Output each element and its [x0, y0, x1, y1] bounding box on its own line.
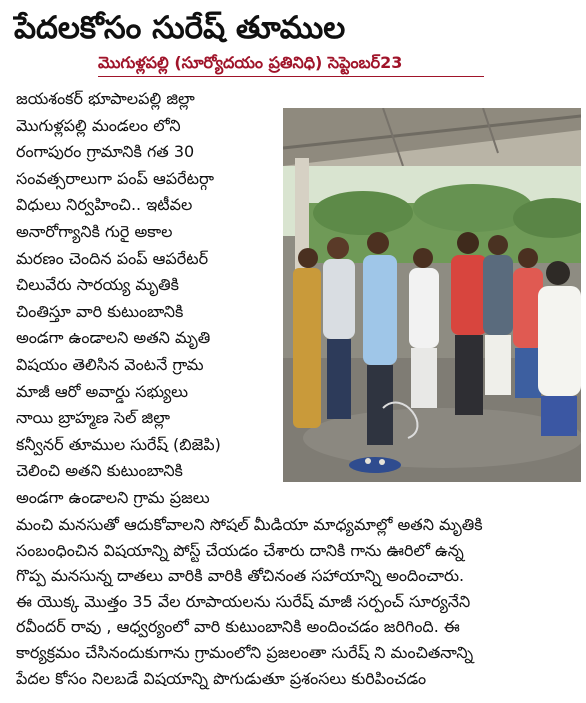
dateline: మొగుళ్లపల్లి (సూర్యోదయం ప్రతినిధి) సెప్టెంబర్23	[98, 53, 403, 72]
body-line: సంవత్సరాలుగా పంప్ ఆపరేటర్గా	[16, 168, 214, 188]
body-line: అనారోగ్యానికి గురై అకాల	[16, 221, 173, 241]
body-line: మాజీ ఆరో అవార్డు సభ్యులు	[16, 381, 189, 401]
body-line: కన్వీనర్ తూముల సురేష్ (బిజెపి)	[16, 434, 221, 454]
body-line: అండగా ఉండాలని గ్రామ ప్రజలు	[16, 487, 210, 507]
body-line: సంబంధించిన విషయాన్ని పోస్ట్ చేయడం చేశారు దానికి గాను ఊరిలో ఉన్న	[16, 540, 464, 560]
left-column-text	[16, 86, 280, 512]
body-line: విధులు నిర్వహించి.. ఇటీవల	[16, 195, 193, 215]
body-line: గొప్ప మనసున్న దాతలు వారికి వారికి తోచినంత సహాయాన్ని అందించారు.	[16, 566, 465, 586]
body-line: కార్యక్రమం చేసినందుకుగాను గ్రామంలోని ప్రజలంతా సురేష్ ని మంచితనాన్ని	[16, 642, 474, 662]
body-line: మరణం చెందిన పంప్ ఆపరేటర్	[16, 248, 209, 268]
body-line: అండగా ఉండాలని అతని మృతి	[16, 328, 211, 348]
body-line: చిలువేరు సారయ్య మృతికి	[16, 275, 179, 295]
body-line: విషయం తెలిసిన వెంటనే గ్రామ	[16, 354, 204, 374]
body-line: నాయి బ్రాహ్మణ సెల్ జిల్లా	[16, 408, 170, 428]
full-width-text	[16, 512, 582, 691]
body-line: చెలించి అతని కుటుంబానికి	[16, 461, 183, 481]
body-line: ఈ యొక్క మొత్తం 35 వేల రూపాయలను సురేష్ మాజీ సర్పంచ్ సూర్యనేని	[16, 591, 471, 611]
body-line: పేదల కోసం నిలబడే విషయాన్ని పొగుడుతూ ప్రశంసలు కురిపించడం	[16, 668, 427, 688]
photo-illustration	[283, 108, 581, 482]
body-line: చింతిస్తూ వారి కుటుంబానికి	[16, 301, 184, 321]
dateline-rule	[98, 76, 484, 77]
news-photo	[283, 108, 581, 482]
body-line: రవీందర్ రావు , ఆధ్వర్యంలో వారి కుటుంబానికి అందించడం జరిగింది. ఈ	[16, 617, 460, 637]
body-line: మొగుళ్లపల్లి మండలం లోని	[16, 115, 181, 135]
headline: పేదలకోసం సురేష్ తూముల	[14, 10, 346, 46]
body-line: మంచి మనసుతో ఆదుకోవాలని సోషల్ మీడియా మాధ్యమాల్లో అతని మృతికి	[16, 515, 483, 534]
body-line: రంగాపురం గ్రామానికి గత 30	[16, 142, 195, 162]
body-line: జయశంకర్ భూపాలపల్లి జిల్లా	[16, 89, 195, 108]
